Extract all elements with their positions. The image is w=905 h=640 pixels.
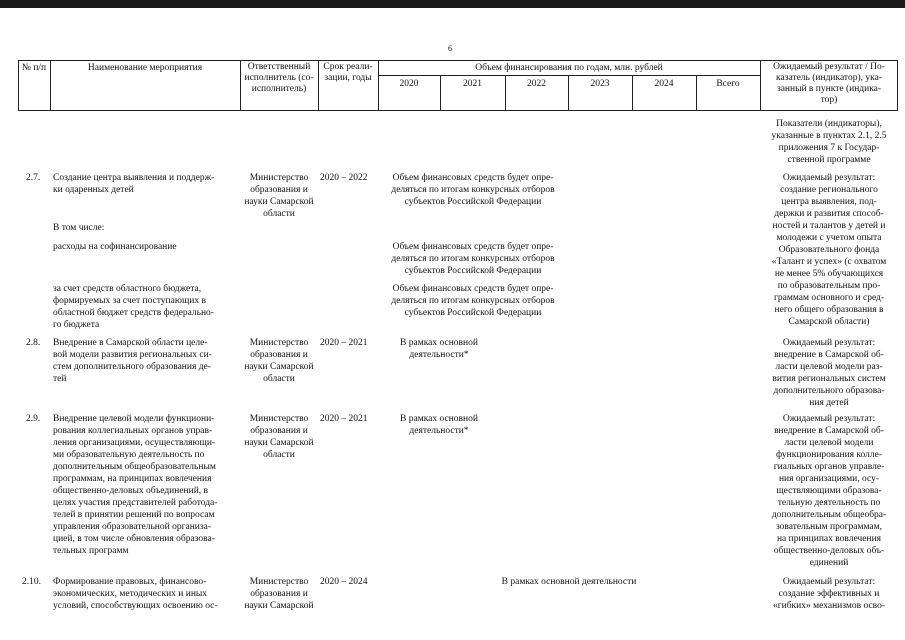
row-result: Ожидаемый результат: создание эффективных и «гибких» механизмов осво- [772, 577, 886, 611]
row-term: 2020 – 2022 [320, 173, 368, 183]
header-total: Всего [716, 79, 740, 89]
header-resp: Ответственный исполнитель (со- исполнитель) [244, 62, 314, 94]
row-funding: Объем финансовых средств будет опре- деляться по итогам конкурсных отборов субъектов Российской Федерации [391, 173, 555, 207]
sub-row-funding: Объем финансовых средств будет опре- деляться по итогам конкурсных отборов субъектов Российской Федерации [391, 284, 555, 318]
row-responsible: Министерство образования и науки Самарской [244, 577, 314, 611]
row-number: 2.9. [26, 414, 41, 424]
row-number: 2.10. [22, 577, 41, 587]
row-result: Ожидаемый результат: внедрение в Самарской об- ласти целевой модели раз- вития региональных систем дополнительного образова- ния детей [772, 338, 886, 408]
row-funding: В рамках основной деятельности* [400, 338, 478, 360]
row-funding: В рамках основной деятельности [501, 577, 637, 587]
row-term: 2020 – 2024 [320, 577, 368, 587]
row-name: Формирование правовых, финансово- экономических, методических и иных условий, способствующих освоению ос- [53, 577, 218, 611]
row-term: 2020 – 2021 [320, 414, 368, 424]
header-name: Наименование мероприятия [87, 63, 203, 73]
row-name: Внедрение целевой модели функциони- рования коллегиальных органов управ- ления организациями, осуществляющи- ми образовательную деятельность по дополнительным общеобразовательным программам, на принципах вовлечения общественно-деловых объединений, в целях участия представителей работода- телей в принятии решений по вопросам управления образовательной организа- цией, в том числе обновления образова- тельных программ [53, 414, 218, 556]
header-year-2021: 2021 [463, 79, 482, 89]
row-number: 2.8. [26, 338, 41, 348]
row-responsible: Министерство образования и науки Самарской области [244, 338, 314, 384]
header-num: № п/п [21, 63, 47, 73]
row-result: Ожидаемый результат: внедрение в Самарской об- ласти целевой модели функционирования колле- гиальных органов управле- ния организациями, осу- ществляющими образова- тельную деятельность по дополнительным общеобра- зовательным программам, на принципах вовлечения общественно-деловых объ- единений [771, 414, 887, 568]
row-result: Ожидаемый результат: создание регионального центра выявления, под- держки и развития способ- ностей и талантов у детей и молодежи с учетом опыта Образовательного фонда «Талант и успех» (с охватом не менее 5% обучающихся по образовательным про- граммам основного и сред- него общего образования в Самарской области) [771, 173, 887, 327]
header-term: Срок реали- зации, годы [323, 62, 373, 83]
row-funding: В рамках основной деятельности* [400, 414, 478, 436]
header-year-2020: 2020 [399, 79, 419, 89]
header-funding: Объем финансирования по годам, млн. рублей [475, 63, 663, 73]
header-year-2024: 2024 [654, 79, 674, 89]
row-term: 2020 – 2021 [320, 338, 368, 348]
sub-row-name: расходы на софинансирование [53, 242, 177, 252]
top-dark-bar [0, 0, 905, 8]
top-result-cell: Показатели (индикаторы), указанные в пунктах 2.1, 2.5 приложения 7 к Государ- ственной программе [771, 119, 887, 165]
row-name: Создание центра выявления и поддерж- ки одаренных детей [53, 173, 215, 195]
page-number: 6 [448, 44, 452, 53]
row-number: 2.7. [26, 173, 41, 183]
sub-row-funding: Объем финансовых средств будет опре- деляться по итогам конкурсных отборов субъектов Российской Федерации [391, 242, 555, 276]
header-year-2023: 2023 [590, 79, 610, 89]
row-responsible: Министерство образования и науки Самарской области [244, 173, 314, 219]
header-result: Ожидаемый результат / По- казатель (индикатор), ука- занный в пункте (индика- тор) [773, 62, 885, 105]
header-year-2022: 2022 [527, 79, 546, 89]
row-responsible: Министерство образования и науки Самарской области [244, 414, 314, 460]
sub-row-name: за счет средств областного бюджета, формируемых за счет поступающих в областной бюджет средств федерально- го бюджета [53, 284, 214, 330]
including-label: В том числе: [53, 223, 105, 233]
row-name: Внедрение в Самарской области целе- вой модели развития региональных си- стем дополнительного образования де- тей [53, 338, 212, 384]
